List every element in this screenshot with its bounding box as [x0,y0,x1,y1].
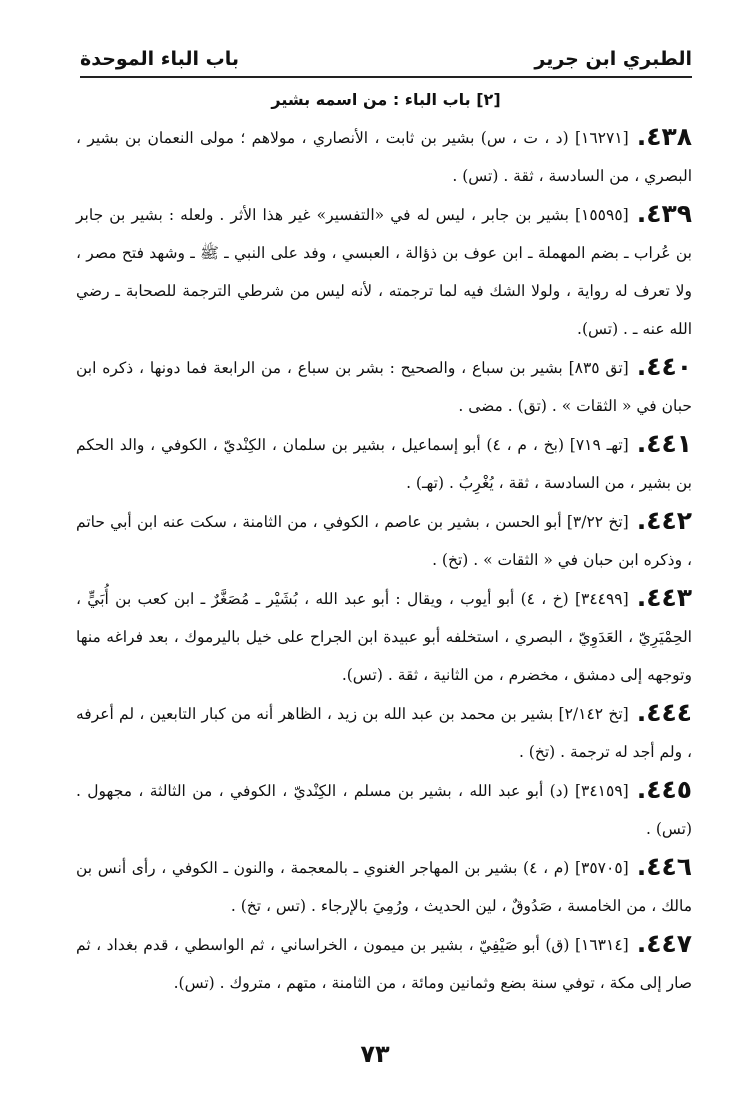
entry-text: [٣٤٤٩٩] (خ ، ٤) أبو أيوب ، ويقال : أبو عبد الله ، بُشَيْر ـ مُصَغَّرٌ ـ ابن كعب بن أُبَيٍّ ، الحِمْيَرِيّ ، العَدَوِيّ ، البصري ، استخلفه أبو عبيدة ابن الجراح على خيل باليرموك ، بعد فراغه منها وتوجهه إلى دمشق ، مخضرم ، من الثانية ، ثقة . (تس). [76,590,692,684]
entry-text: [١٦٣١٤] (ق) أبو صَيْفِيّ ، بشير بن ميمون ، الخراساني ، ثم الواسطي ، قدم بغداد ، ثم صار إلى مكة ، توفي سنة بضع وثمانين ومائة ، من الثامنة ، متهم ، متروك . (تس). [76,936,692,992]
entry-number: ٤٤٥. [636,775,692,804]
entry-number: ٤٤٣. [636,583,692,612]
entry-text: [٣٥٧٠٥] (م ، ٤) بشير بن المهاجر الغنوي ـ بالمعجمة ، والنون ـ الكوفي ، رأى أنس بن مالك ، من الخامسة ، صَدُوقٌ ، لين الحديث ، ورُمِيَ بالإرجاء . (تس ، تخ) . [76,859,692,915]
header-chapter-title: باب الباء الموحدة [80,48,240,70]
entry-list [76,118,692,1002]
entry-text: [١٥٥٩٥] بشير بن جابر ، ليس له في «التفسير» غير هذا الأثر . ولعله : بشير بن جابر بن عُراب ـ بضم المهملة ـ ابن عوف بن ذؤالة ، العبسي ، وفد على النبي ـ ﷺ ـ وشهد فتح مصر ، ولا تعرف له رواية ، ولولا الشك فيه لما ترجمته ، لأنه ليس من شرطي الترجمة للصحابة ـ رضي الله عنه ـ . (تس). [76,206,692,338]
entry-number: ٤٤٤. [636,698,693,727]
header-book-title: الطبري ابن جرير [534,48,692,70]
entry-446 [76,848,692,925]
entry-number: ٤٣٩. [636,199,692,228]
entry-text: [تخ ٢/١٤٢] بشير بن محمد بن عبد الله بن زيد ، الظاهر أنه من كبار التابعين ، لم أعرفه ، ولم أجد له ترجمة . (تخ) . [76,705,692,761]
entry-438 [76,118,692,195]
entry-text: [٣٤١٥٩] (د) أبو عبد الله ، بشير بن مسلم ، الكِنْديّ ، الكوفي ، من الثالثة ، مجهول . (تس) . [76,782,692,838]
entry-text: [تهـ ٧١٩] (بخ ، م ، ٤) أبو إسماعيل ، بشير بن سلمان ، الكِنْديّ ، الكوفي ، والد الحكم بن بشير ، من السادسة ، ثقة ، يُغْرِبُ . (تهـ) . [76,436,692,492]
page-number: ٧٣ [360,1040,390,1068]
entry-440 [76,348,692,425]
entry-number: ٤٤٦. [636,852,692,881]
entry-444 [76,694,692,771]
header-divider [80,76,692,78]
entry-445 [76,771,692,848]
entry-number: ٤٣٨. [636,122,692,151]
entry-number: ٤٤٠. [636,352,693,381]
entry-442 [76,502,692,579]
entry-439 [76,195,692,348]
running-header [80,40,692,70]
entry-447 [76,925,692,1002]
entry-text: [تق ٨٣٥] بشير بن سباع ، والصحيح : بشر بن سباع ، من الرابعة فما دونها ، ذكره ابن حبان في « الثقات » . (تق) . مضى . [76,359,692,415]
entry-text: [١٦٢٧١] (د ، ت ، س) بشير بن ثابت ، الأنصاري ، مولاهم ؛ مولى النعمان بن بشير ، البصري ، من السادسة ، ثقة . (تس) . [76,129,692,185]
entry-441 [76,425,692,502]
entry-number: ٤٤٢. [636,506,692,535]
entry-443 [76,579,692,694]
entry-number: ٤٤٧. [636,929,692,958]
entry-text: [تخ ٣/٢٢] أبو الحسن ، بشير بن عاصم ، الكوفي ، من الثامنة ، سكت عنه ابن أبي حاتم ، وذكره ابن حبان في « الثقات » . (تخ) . [76,513,692,569]
section-heading: [٢] باب الباء : من اسمه بشير [271,90,501,109]
entry-number: ٤٤١. [636,429,692,458]
